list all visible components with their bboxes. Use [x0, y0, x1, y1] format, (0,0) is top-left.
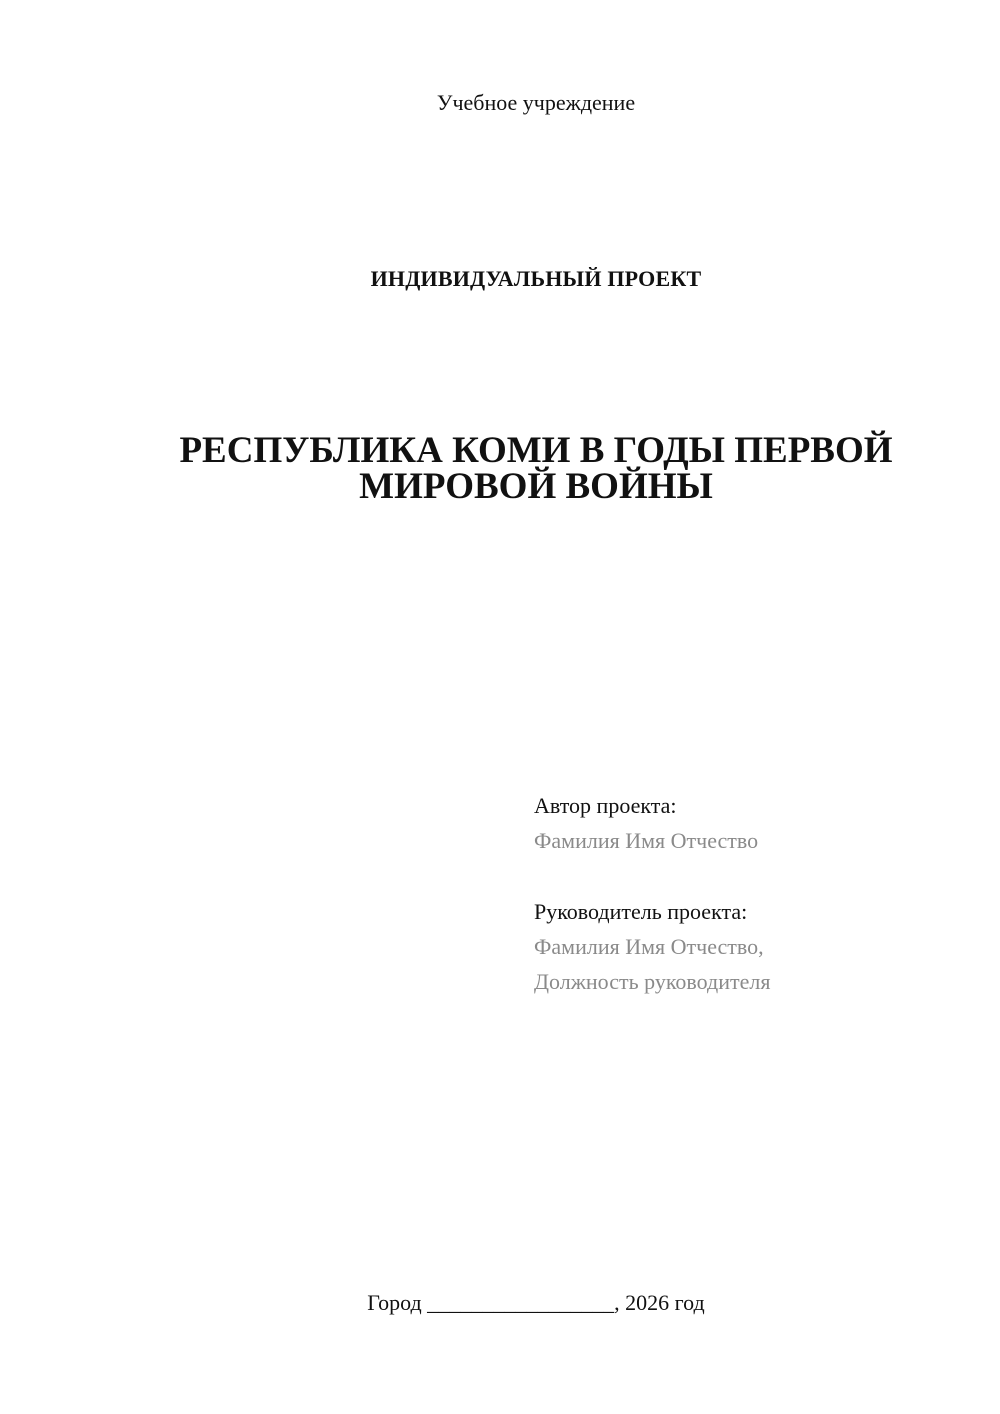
- project-credits: [534, 788, 770, 999]
- project-title: [0, 430, 1000, 507]
- project-title-line-1: РЕСПУБЛИКА КОМИ В ГОДЫ ПЕРВОЙ: [179, 430, 893, 471]
- supervisor-label: Руководитель проекта:: [534, 899, 748, 924]
- author-label: Автор проекта:: [534, 793, 677, 818]
- document-type: ИНДИВИДУАЛЬНЫЙ ПРОЕКТ: [370, 266, 702, 291]
- spacer: [534, 858, 770, 894]
- supervisor-name: Фамилия Имя Отчество,: [534, 934, 764, 959]
- institution-name: Учебное учреждение: [436, 90, 636, 115]
- supervisor-position: Должность руководителя: [534, 969, 771, 994]
- project-title-line-2: МИРОВОЙ ВОЙНЫ: [359, 466, 713, 507]
- city-year-line: Город _________________, 2026 год: [367, 1290, 705, 1315]
- author-name: Фамилия Имя Отчество: [534, 828, 759, 853]
